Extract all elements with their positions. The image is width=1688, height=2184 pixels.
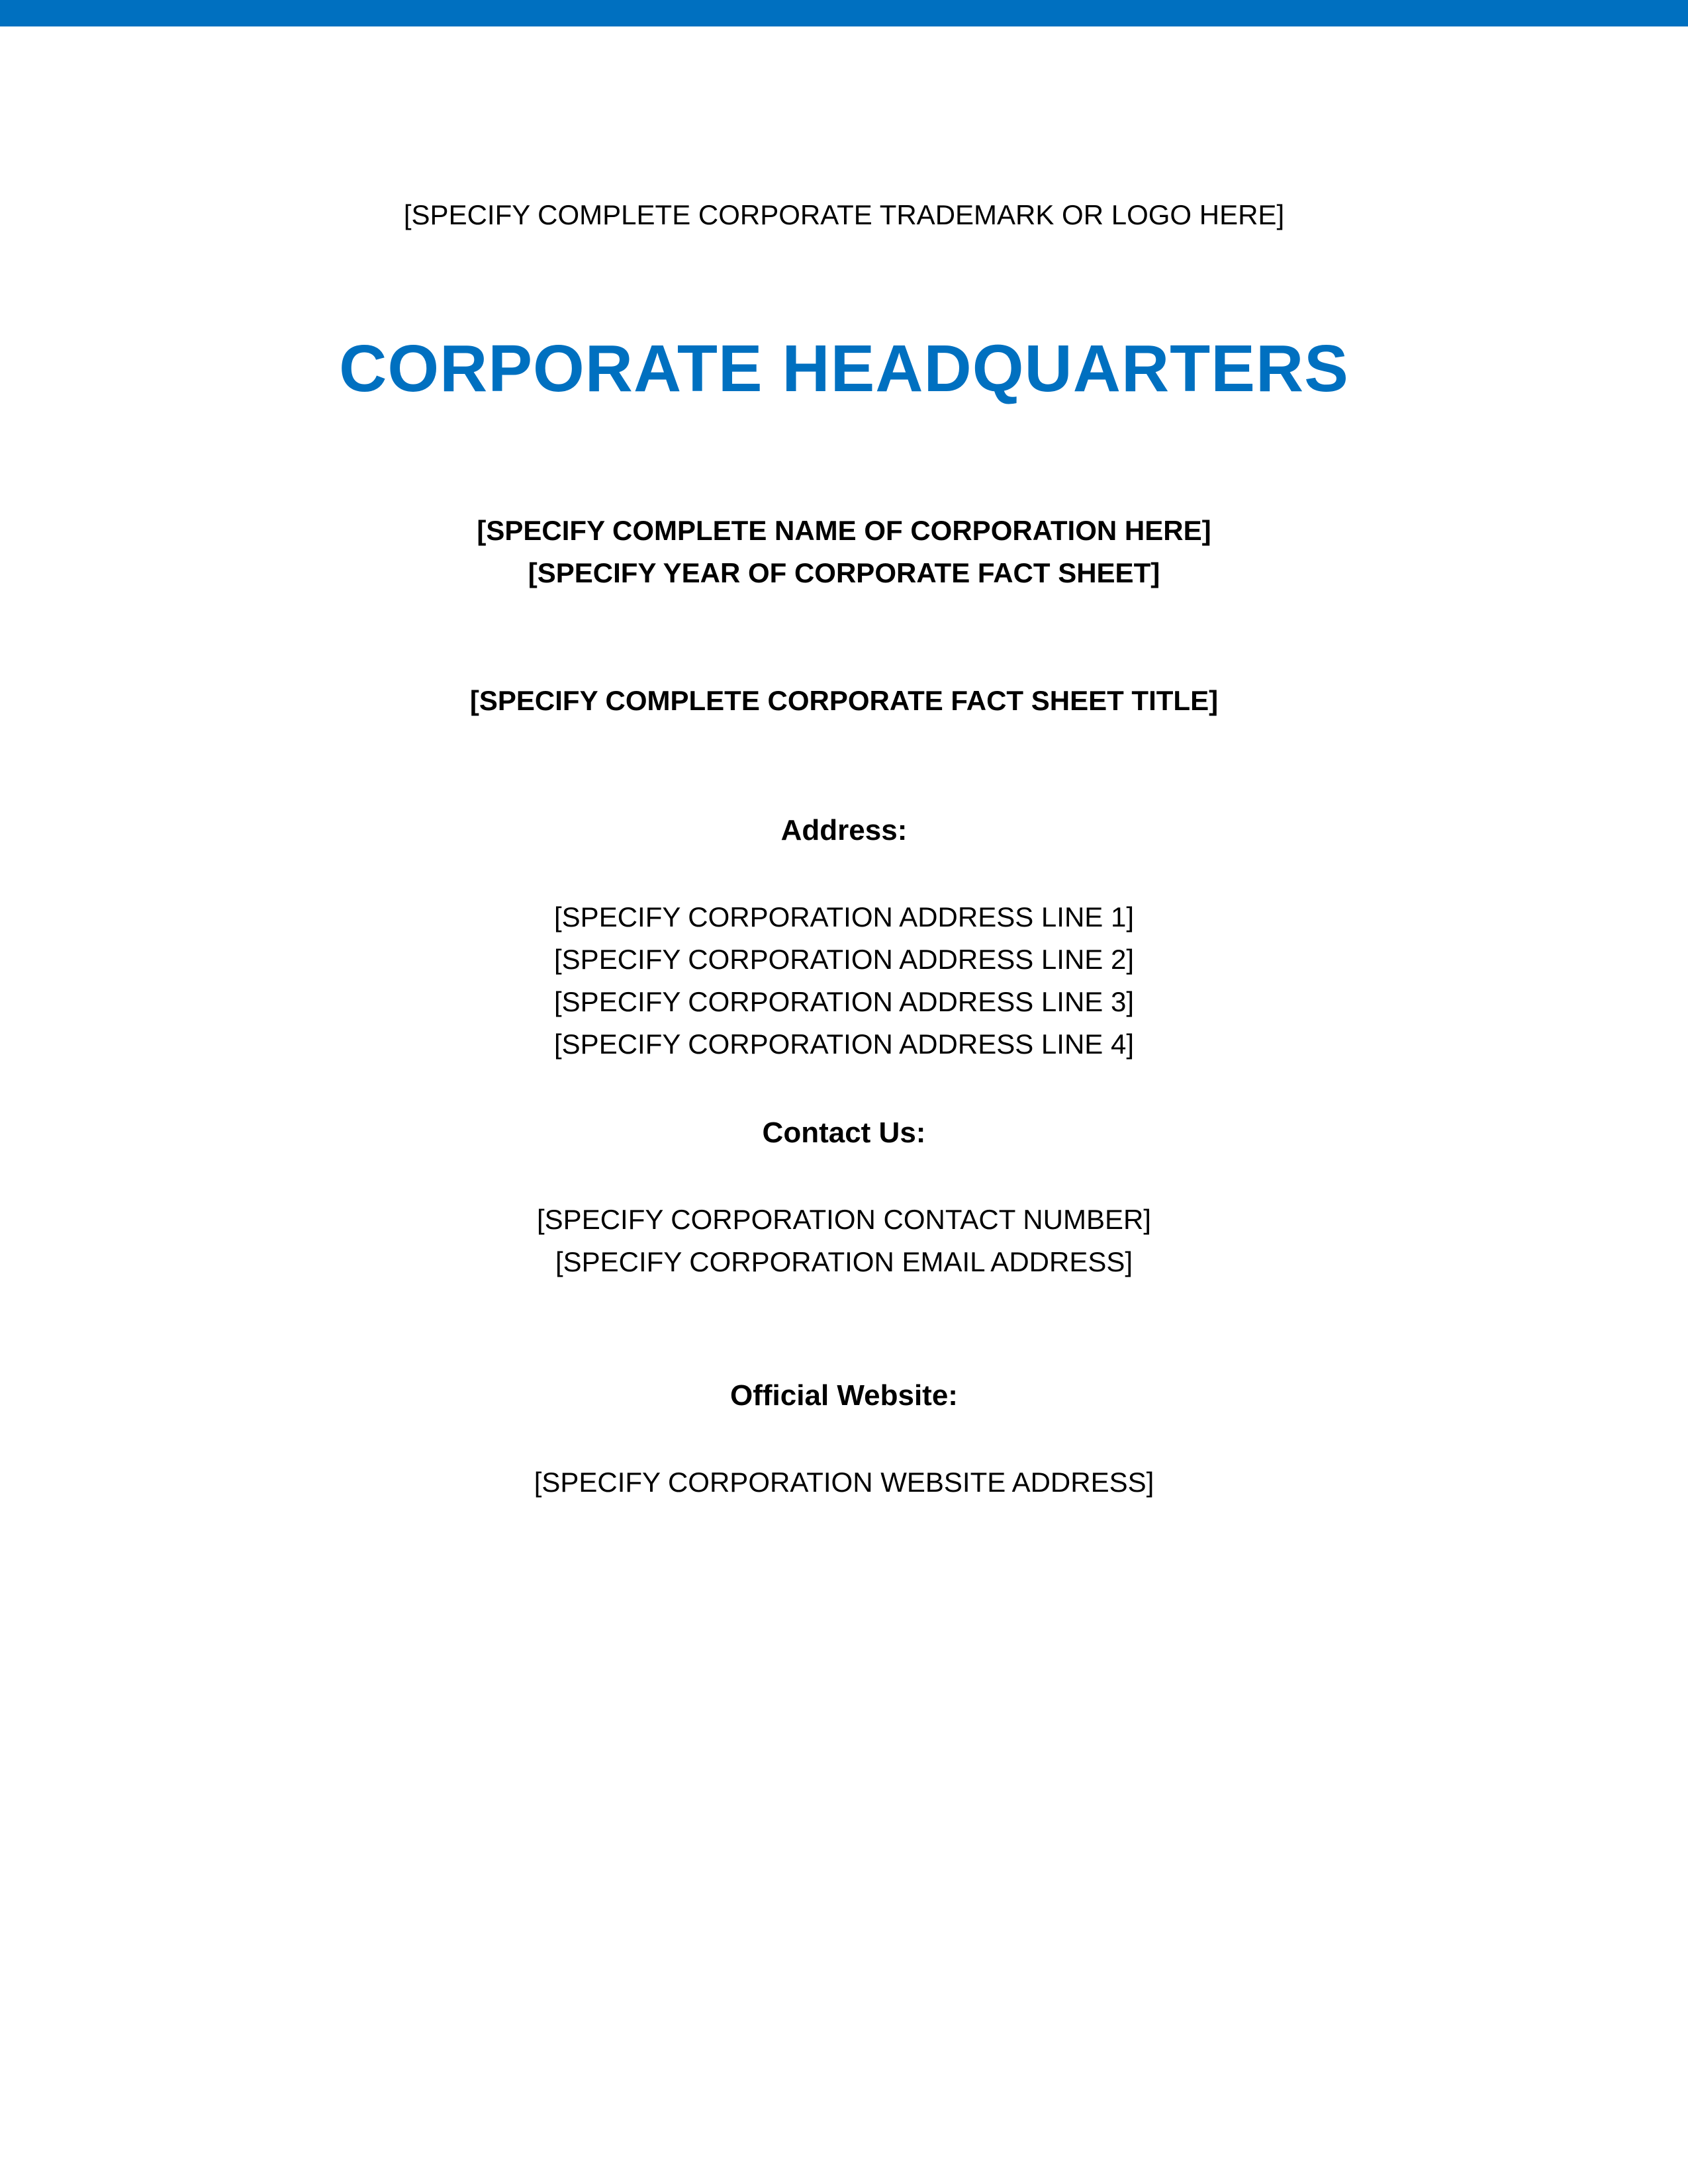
fact-sheet-year: [SPECIFY YEAR OF CORPORATE FACT SHEET]: [528, 557, 1160, 588]
address-line-2: [SPECIFY CORPORATION ADDRESS LINE 2]: [554, 944, 1134, 975]
website-heading: Official Website:: [730, 1379, 958, 1412]
website-address: [SPECIFY CORPORATION WEBSITE ADDRESS]: [534, 1467, 1154, 1498]
fact-sheet-title: [SPECIFY COMPLETE CORPORATE FACT SHEET TITLE]: [469, 685, 1219, 716]
address-heading: Address:: [780, 814, 908, 846]
address-line-3: [SPECIFY CORPORATION ADDRESS LINE 3]: [554, 986, 1134, 1017]
contact-number: [SPECIFY CORPORATION CONTACT NUMBER]: [537, 1204, 1151, 1235]
contact-email: [SPECIFY CORPORATION EMAIL ADDRESS]: [555, 1246, 1133, 1277]
address-line-1: [SPECIFY CORPORATION ADDRESS LINE 1]: [554, 901, 1134, 933]
logo-placeholder: [SPECIFY COMPLETE CORPORATE TRADEMARK OR LOGO HERE]: [403, 199, 1285, 230]
corporation-name: [SPECIFY COMPLETE NAME OF CORPORATION HERE]: [477, 515, 1211, 546]
top-accent-bar: [0, 0, 1688, 26]
page-title: CORPORATE HEADQUARTERS: [339, 332, 1349, 406]
contact-heading: Contact Us:: [762, 1116, 926, 1149]
address-line-4: [SPECIFY CORPORATION ADDRESS LINE 4]: [554, 1028, 1134, 1060]
